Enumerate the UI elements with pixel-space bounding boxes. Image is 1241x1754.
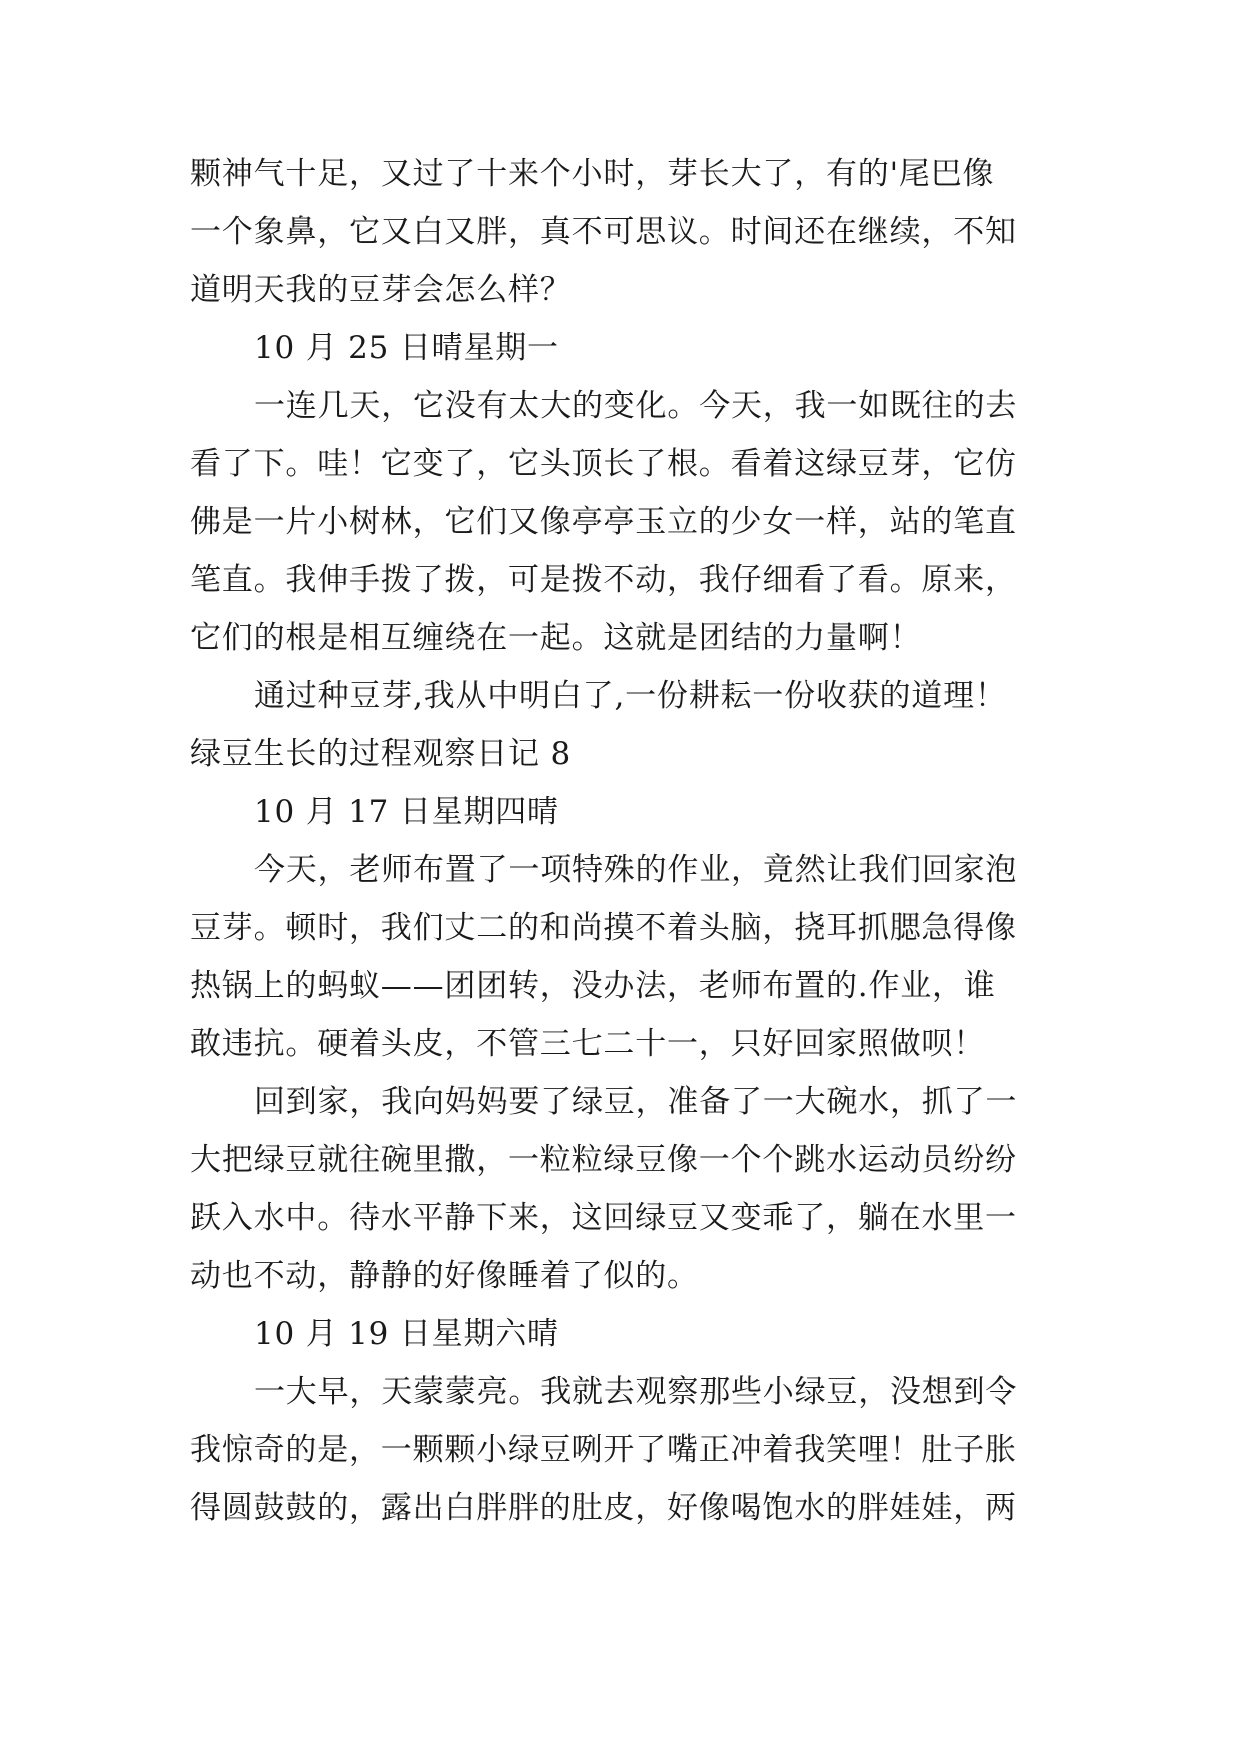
paragraph-start-line: 一连几天，它没有太大的变化。今天，我一如既往的去 [254,388,1018,424]
paragraph-start-line: 通过种豆芽,我从中明白了,一份耕耘一份收获的道理！ [254,678,1007,714]
text-line: 敢违抗。硬着头皮，不管三七二十一，只好回家照做呗！ [190,1026,985,1062]
diary-date-heading: 10 月 25 日晴星期一 [254,330,559,366]
text-line: 豆芽。顿时，我们丈二的和尚摸不着头脑，挠耳抓腮急得像 [190,910,1017,946]
text-line: 看了下。哇！它变了，它头顶长了根。看着这绿豆芽，它仿 [190,446,1017,482]
text-line: 大把绿豆就往碗里撒，一粒粒绿豆像一个个跳水运动员纷纷 [190,1142,1017,1178]
text-line: 跃入水中。待水平静下来，这回绿豆又变乖了，躺在水里一 [190,1200,1017,1236]
section-title: 绿豆生长的过程观察日记 8 [190,736,571,772]
text-line: 它们的根是相互缠绕在一起。这就是团结的力量啊！ [190,620,922,656]
text-line: 动也不动，静静的好像睡着了似的。 [190,1258,699,1294]
text-line: 热锅上的蚂蚁——团团转，没办法，老师布置的.作业，谁 [190,968,996,1004]
diary-date-heading: 10 月 19 日星期六晴 [254,1316,559,1352]
text-line: 道明天我的豆芽会怎么样？ [190,272,572,308]
text-line: 颗神气十足，又过了十来个小时，芽长大了，有的'尾巴像 [190,156,995,192]
paragraph-start-line: 回到家，我向妈妈要了绿豆，准备了一大碗水，抓了一 [254,1084,1018,1120]
paragraph-start-line: 一大早，天蒙蒙亮。我就去观察那些小绿豆，没想到令 [254,1374,1018,1410]
text-line: 一个象鼻，它又白又胖，真不可思议。时间还在继续，不知 [190,214,1017,250]
paragraph-start-line: 今天，老师布置了一项特殊的作业，竟然让我们回家泡 [254,852,1018,888]
text-line: 得圆鼓鼓的，露出白胖胖的肚皮，好像喝饱水的胖娃娃，两 [190,1490,1017,1526]
diary-date-heading: 10 月 17 日星期四晴 [254,794,559,830]
text-line: 佛是一片小树林，它们又像亭亭玉立的少女一样，站的笔直 [190,504,1017,540]
text-line: 笔直。我伸手拨了拨，可是拨不动，我仔细看了看。原来， [190,562,1017,598]
text-line: 我惊奇的是，一颗颗小绿豆咧开了嘴正冲着我笑哩！肚子胀 [190,1432,1017,1468]
